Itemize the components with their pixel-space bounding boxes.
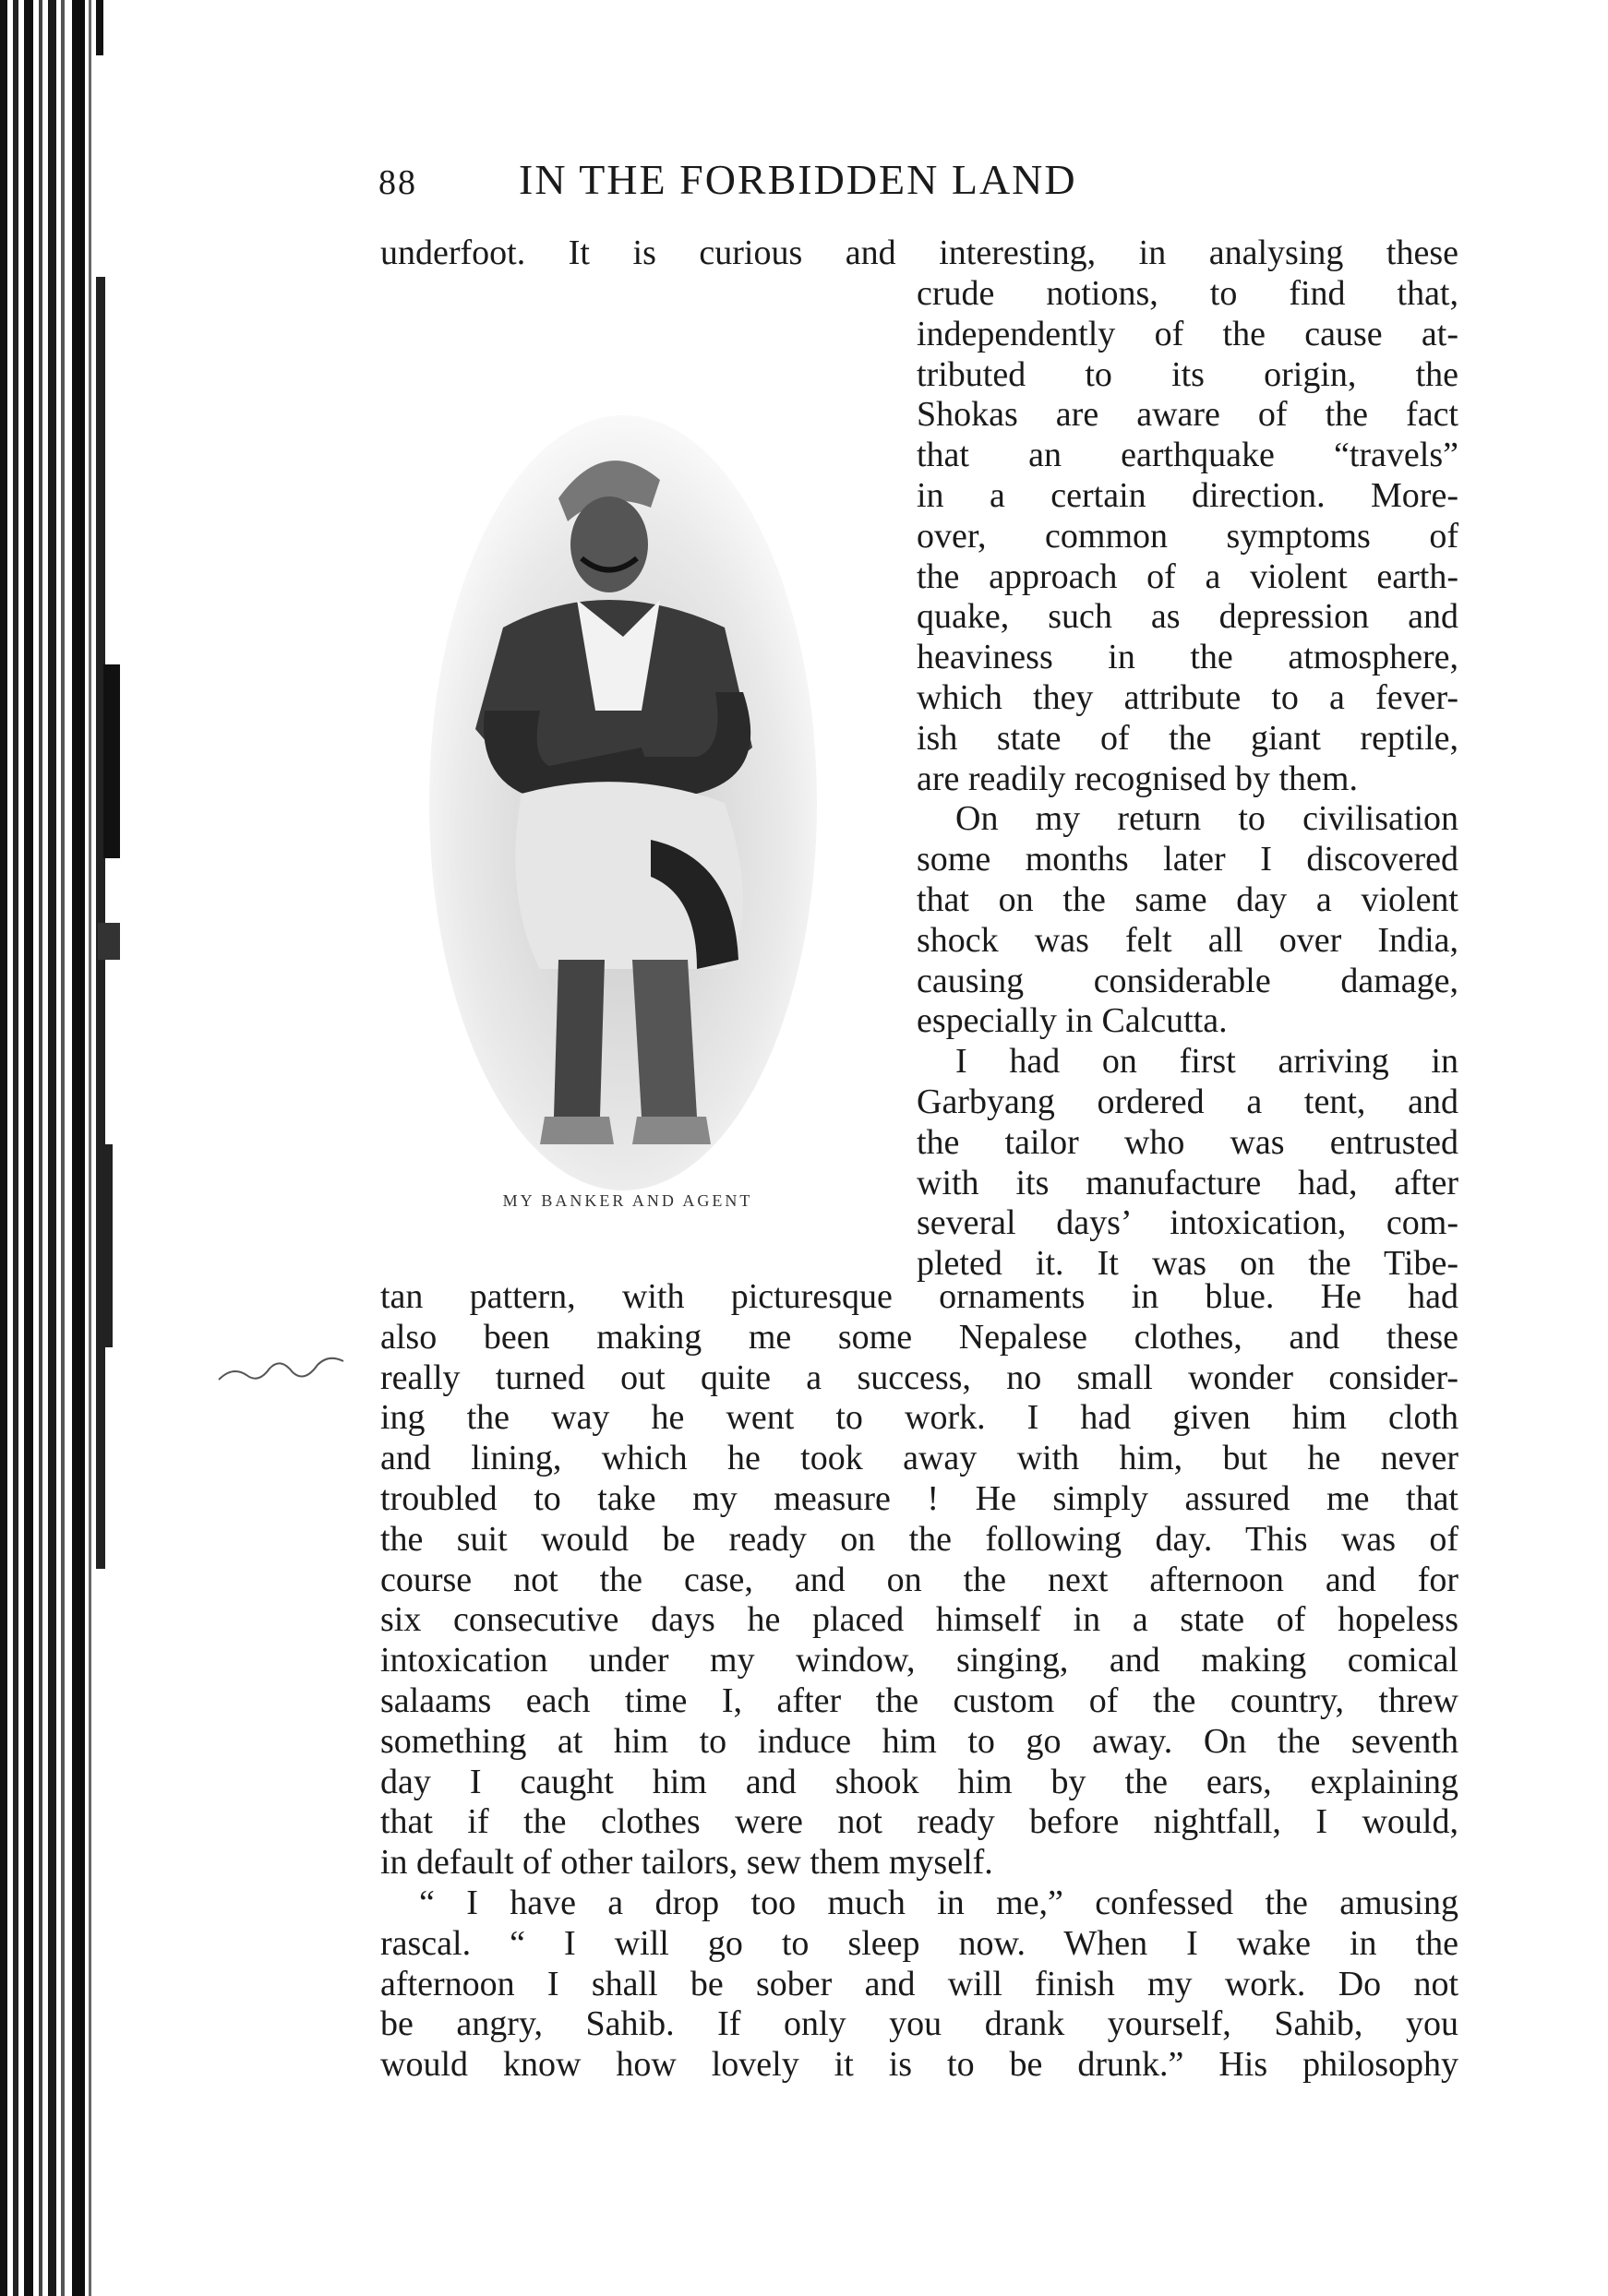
text-line: ing the way he went to work. I had given him cloth xyxy=(380,1398,1458,1438)
text-line: tan pattern, with picturesque ornaments in blue. He had xyxy=(380,1277,1458,1316)
text-line: I had on first arriving in xyxy=(955,1042,1458,1082)
text-line: really turned out quite a success, no small wonder consider- xyxy=(380,1357,1458,1397)
right-column-text xyxy=(917,274,1458,1285)
text-line: Shokas are aware of the fact xyxy=(917,395,1458,435)
text-line: six consecutive days he placed himself in a state of hopeless xyxy=(380,1600,1458,1640)
text-line: tributed to its origin, the xyxy=(917,354,1458,394)
text-line: quake, such as depression and xyxy=(917,597,1458,637)
text-line: Garbyang ordered a tent, and xyxy=(917,1082,1458,1121)
text-line: day I caught him and shook him by the ears, explaining xyxy=(380,1762,1458,1801)
text-line: “ I have a drop too much in me,” confessed the amusing xyxy=(419,1883,1458,1922)
text-line: over, common symptoms of xyxy=(917,516,1458,556)
running-title: IN THE FORBIDDEN LAND xyxy=(519,156,1077,203)
text-line: and lining, which he took away with him, but he never xyxy=(380,1439,1458,1478)
text-line: which they attribute to a fever- xyxy=(917,677,1458,717)
page-number: 88 xyxy=(378,163,417,202)
text-line: also been making me some Nepalese clothes, and these xyxy=(380,1317,1458,1357)
text-line: something at him to induce him to go away. On the seventh xyxy=(380,1721,1458,1761)
text-line: underfoot. It is curious and interesting, in analysing these xyxy=(380,233,1458,272)
text-line: ish state of the giant reptile, xyxy=(917,718,1458,758)
text-line: in default of other tailors, sew them myself. xyxy=(380,1843,993,1883)
text-line: would know how lovely it is to be drunk.” His philosophy xyxy=(380,2045,1458,2085)
text-line: On my return to civilisation xyxy=(955,799,1458,839)
text-line: crude notions, to find that, xyxy=(917,274,1458,313)
text-line: in a certain direction. More- xyxy=(917,475,1458,515)
text-line: causing considerable damage, xyxy=(917,961,1458,1000)
text-line: that on the same day a violent xyxy=(917,879,1458,919)
text-line: the tailor who was entrusted xyxy=(917,1122,1458,1162)
stray-pencil-mark xyxy=(214,1343,353,1398)
text-line: especially in Calcutta. xyxy=(917,1001,1228,1041)
text-line: afternoon I shall be sober and will finish my work. Do not xyxy=(380,1964,1458,2003)
text-line: several days’ intoxication, com- xyxy=(917,1203,1458,1243)
text-line: with its manufacture had, after xyxy=(917,1163,1458,1202)
text-line: be angry, Sahib. If only you drank yourself, Sahib, you xyxy=(380,2004,1458,2044)
opening-line xyxy=(380,233,1458,274)
portrait-photo xyxy=(420,360,826,1190)
text-line: some months later I discovered xyxy=(917,840,1458,879)
text-line: independently of the cause at- xyxy=(917,314,1458,353)
binding-edge xyxy=(0,0,120,2296)
running-header xyxy=(378,155,1077,204)
text-line: course not the case, and on the next afternoon and for xyxy=(380,1560,1458,1599)
text-line: rascal. “ I will go to sleep now. When I wake in the xyxy=(380,1923,1458,1963)
text-line: troubled to take my measure ! He simply assured me that xyxy=(380,1478,1458,1518)
text-line: heaviness in the atmosphere, xyxy=(917,638,1458,677)
text-line: the suit would be ready on the following day. This was of xyxy=(380,1519,1458,1559)
text-line: that an earthquake “travels” xyxy=(917,436,1458,475)
text-line: shock was felt all over India, xyxy=(917,920,1458,960)
text-line: are readily recognised by them. xyxy=(917,759,1358,798)
text-line: that if the clothes were not ready before nightfall, I would, xyxy=(380,1802,1458,1842)
text-line: salaams each time I, after the custom of the country, threw xyxy=(380,1680,1458,1720)
lower-text-block xyxy=(380,1277,1458,2086)
text-line: intoxication under my window, singing, and making comical xyxy=(380,1641,1458,1680)
text-line: pleted it. It was on the Tibe- xyxy=(917,1244,1458,1284)
figure-caption: MY BANKER AND AGENT xyxy=(502,1191,753,1210)
text-line: the approach of a violent earth- xyxy=(917,556,1458,596)
